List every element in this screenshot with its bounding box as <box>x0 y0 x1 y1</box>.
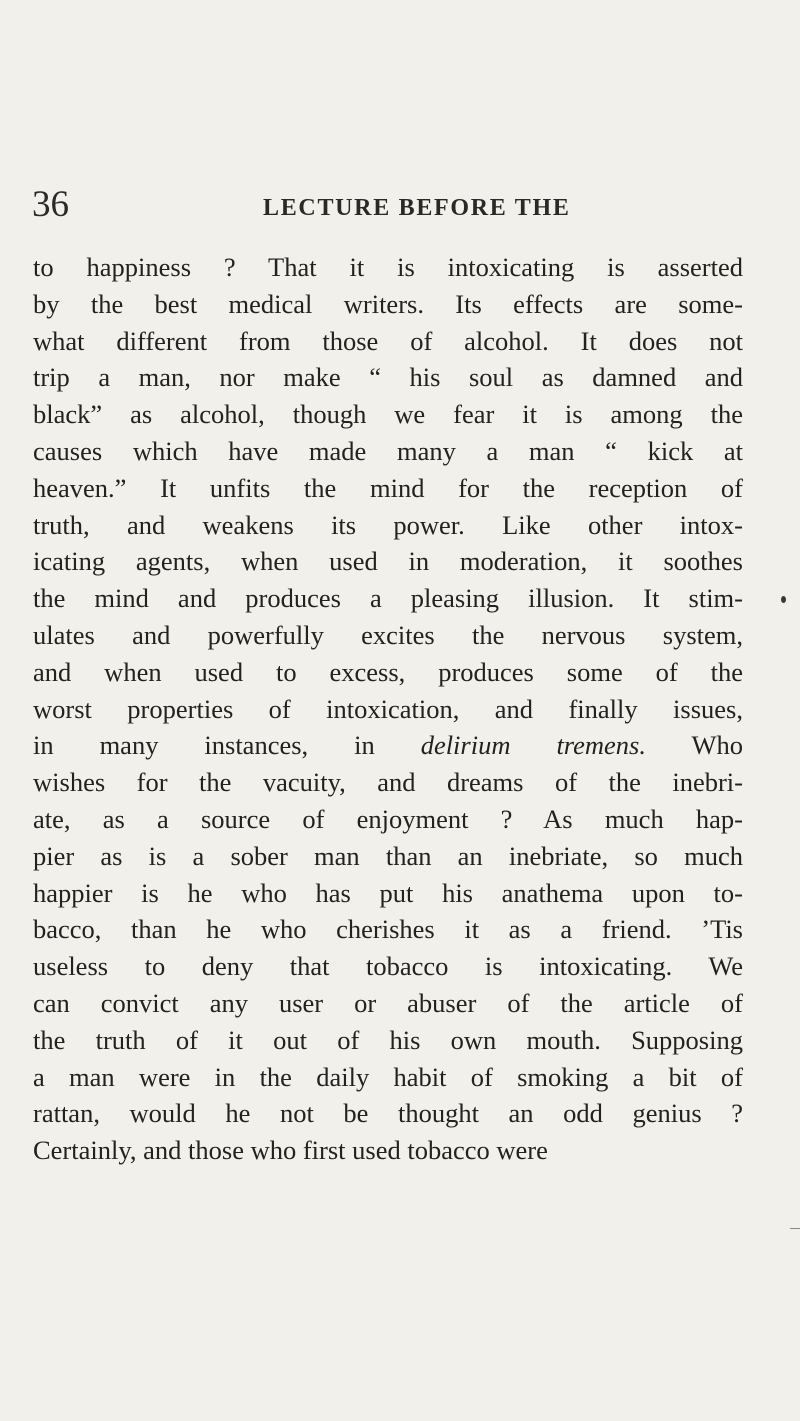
text-line: causes which have made many a man “ kick at <box>33 435 743 466</box>
text-line: icating agents, when used in moderation, it soothes <box>33 546 743 577</box>
text-line: by the best medical writers. Its effects are some- <box>33 288 743 319</box>
text-line-with-italic <box>33 727 743 764</box>
margin-dot <box>781 596 786 603</box>
text-line: bacco, than he who cherishes it as a friend. ’Tis <box>33 914 743 945</box>
text-line: rattan, would he not be thought an odd genius ? <box>33 1098 743 1129</box>
text-line: trip a man, nor make “ his soul as damned and <box>33 362 743 393</box>
text-line: worst properties of intoxication, and finally issues, <box>33 693 743 724</box>
italic-phrase: delirium tremens. <box>420 730 646 761</box>
text-line: what different from those of alcohol. It does not <box>33 325 743 356</box>
text-line: happier is he who has put his anathema upon to- <box>33 877 743 908</box>
text-line: wishes for the vacuity, and dreams of the inebri- <box>33 767 743 798</box>
text-run: Who <box>645 730 743 761</box>
page-number: 36 <box>32 184 69 225</box>
running-head: LECTURE BEFORE THE <box>263 195 571 221</box>
text-line: heaven.” It unfits the mind for the reception of <box>33 472 743 503</box>
text-line: the truth of it out of his own mouth. Supposing <box>33 1024 743 1055</box>
text-line: truth, and weakens its power. Like other intox- <box>33 509 743 540</box>
text-line: Certainly, and those who first used tobacco were <box>33 1135 548 1166</box>
text-line: black” as alcohol, though we fear it is among the <box>33 399 743 430</box>
text-line: the mind and produces a pleasing illusion. It stim- <box>33 583 743 614</box>
text-line: pier as is a sober man than an inebriate, so much <box>33 840 743 871</box>
text-line: a man were in the daily habit of smoking a bit of <box>33 1061 743 1092</box>
text-line: and when used to excess, produces some of the <box>33 656 743 687</box>
text-run: in many instances, in <box>33 730 421 761</box>
text-line: can convict any user or abuser of the article of <box>33 987 743 1018</box>
text-line: to happiness ? That it is intoxicating is asserted <box>33 252 743 282</box>
margin-tick <box>790 1228 800 1229</box>
text-line: ulates and powerfully excites the nervous system, <box>33 619 743 650</box>
text-line: useless to deny that tobacco is intoxicating. We <box>33 951 743 982</box>
body-text <box>33 249 743 1169</box>
text-line: ate, as a source of enjoyment ? As much hap- <box>33 803 743 834</box>
